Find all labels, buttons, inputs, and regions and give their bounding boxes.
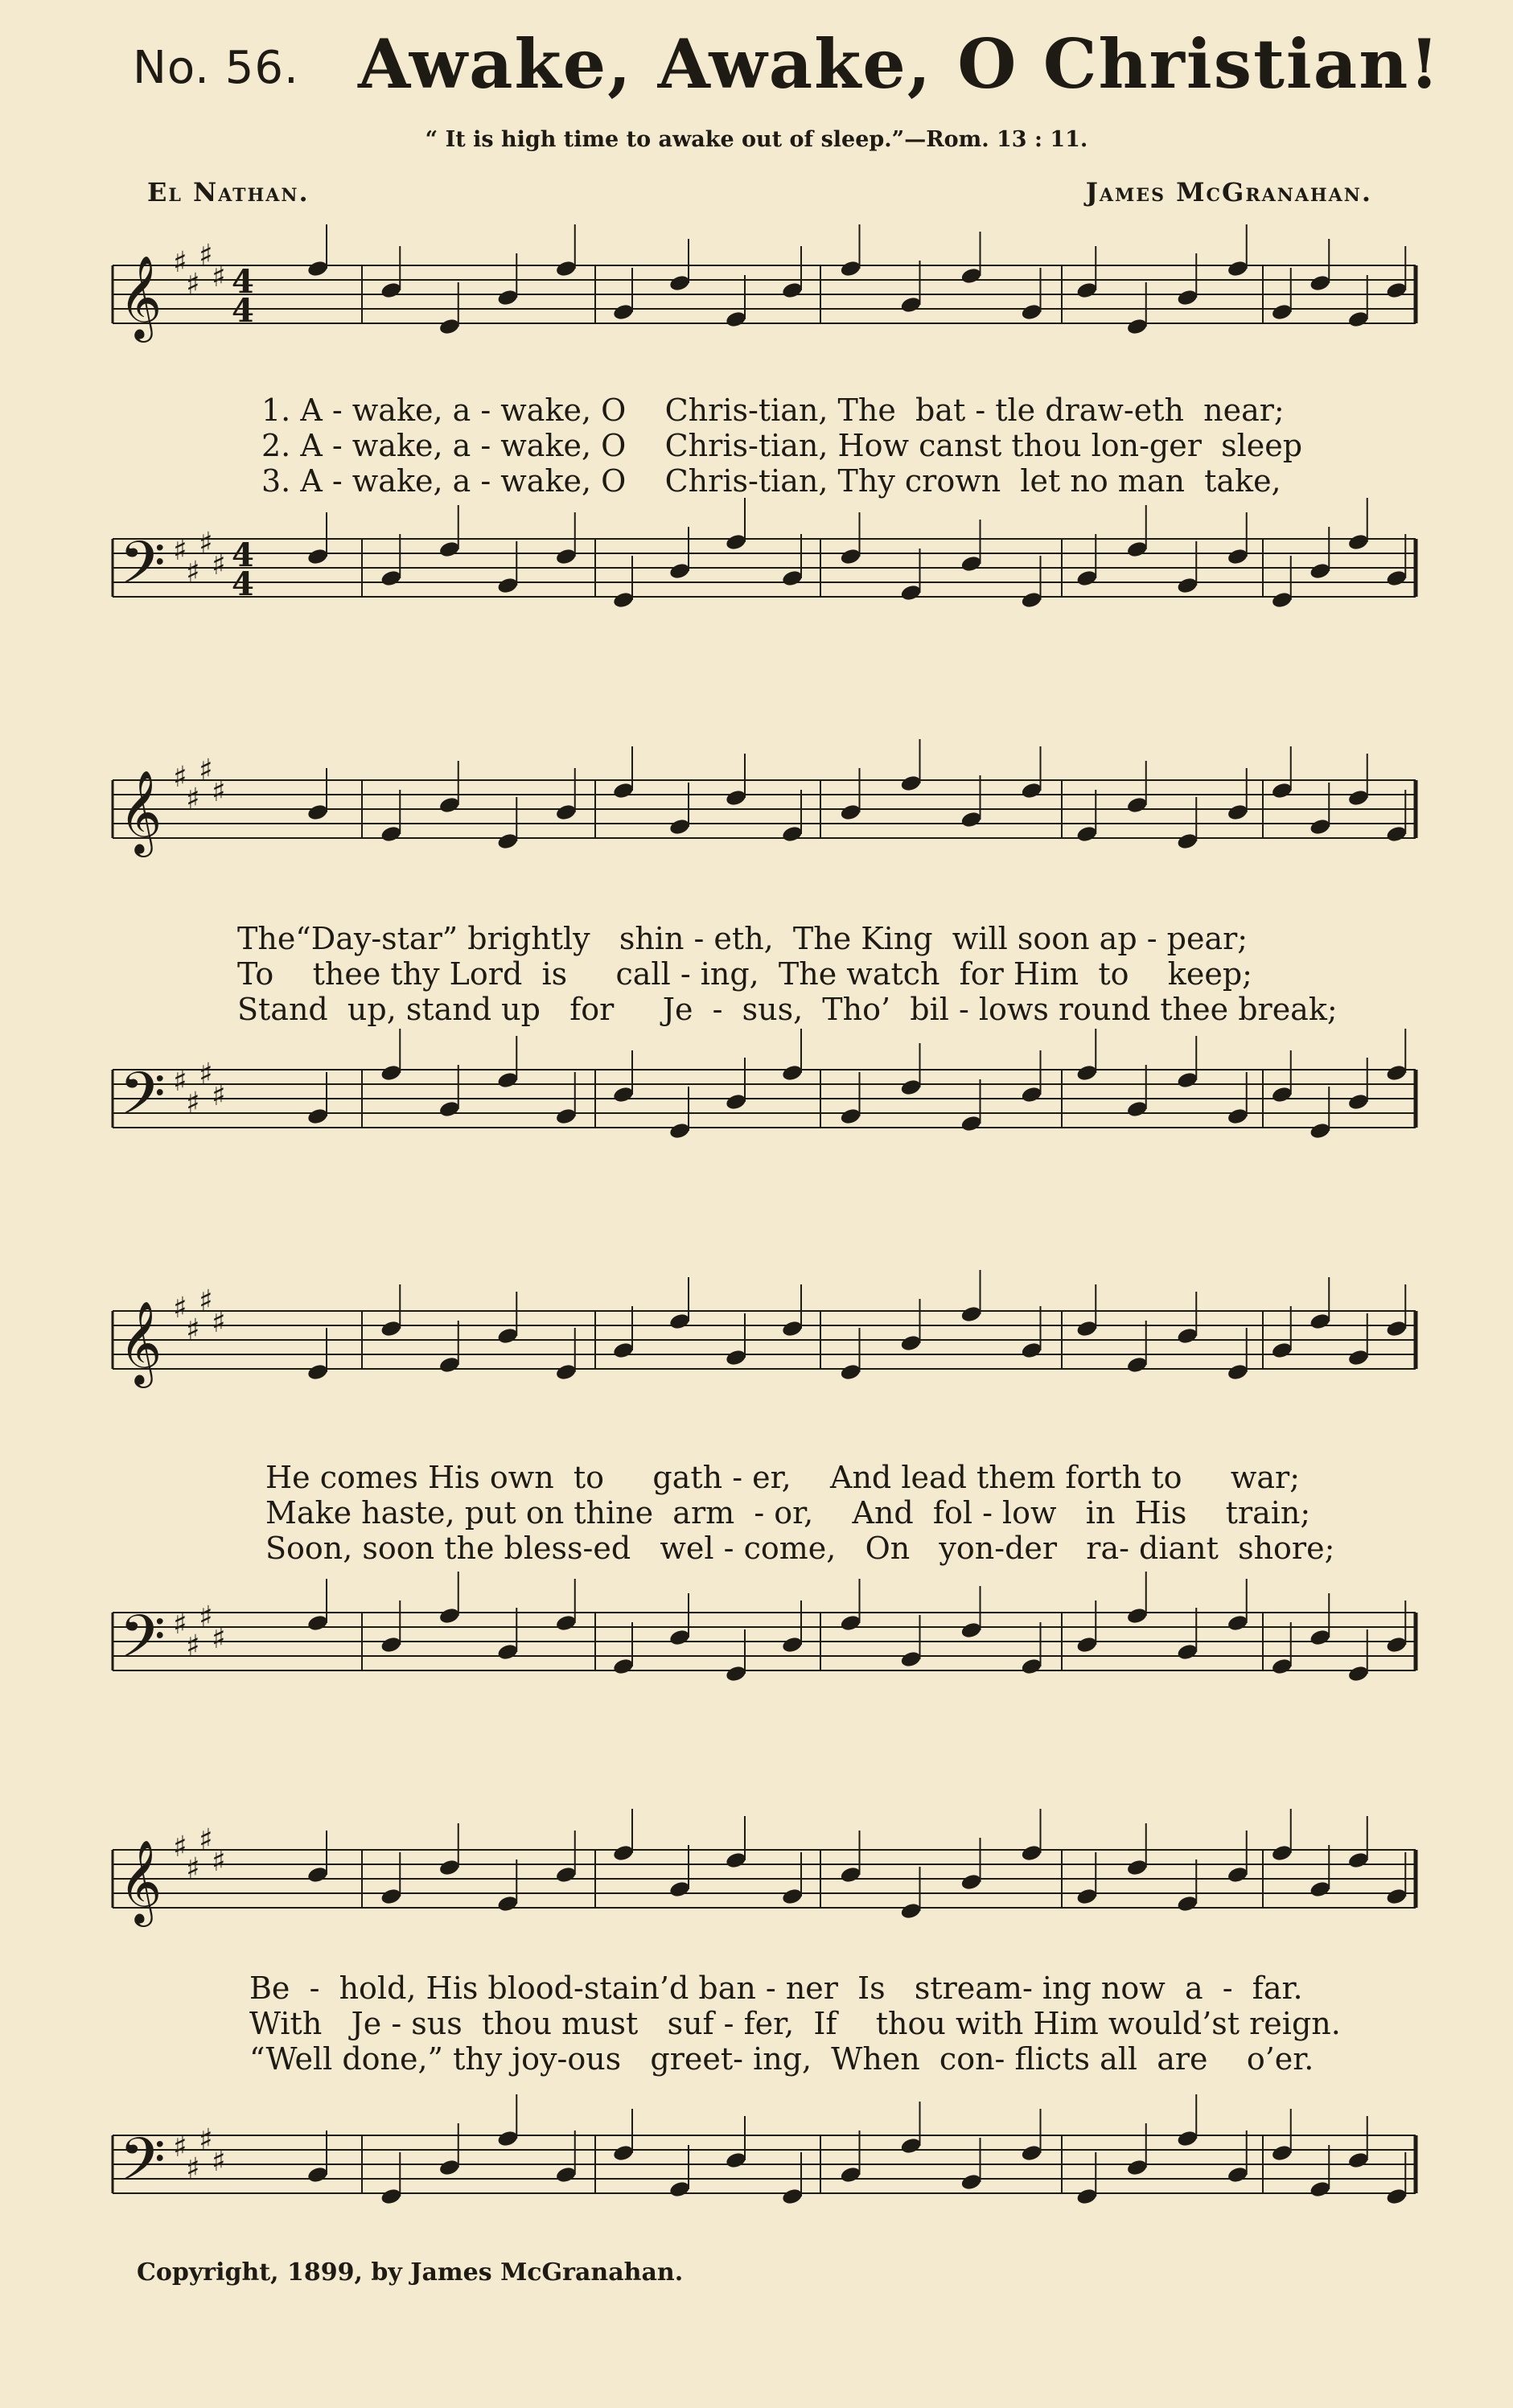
sharp-icon: ♯ (173, 761, 187, 794)
sharp-icon: ♯ (212, 1845, 226, 1878)
note-head (1126, 1355, 1149, 1374)
note-head (839, 1107, 861, 1125)
note-head (380, 1887, 402, 1905)
note-head (1227, 259, 1249, 277)
note-head (899, 295, 922, 314)
lyric-verse-3: 3. A - wake, a - wake, O Chris-tian, Thy crown let no man take, (261, 463, 1281, 499)
note-head (1271, 1341, 1293, 1359)
sharp-icon: ♯ (173, 1608, 187, 1641)
note-head (380, 1319, 402, 1338)
note-head (306, 259, 329, 277)
lyric-verse-3: Stand up, stand up for Je - sus, Tho’ bil - lows round thee break; (237, 992, 1338, 1027)
note-head (1347, 2151, 1370, 2169)
note-head (496, 832, 519, 850)
bass-staff (97, 1038, 1424, 1166)
lyric-verse-1: He comes His own to gath - er, And lead them forth to war; (265, 1460, 1301, 1495)
note-head (1075, 824, 1098, 843)
sharp-icon: ♯ (173, 1831, 187, 1864)
sharp-icon: ♯ (173, 246, 187, 279)
note-head (781, 1063, 804, 1082)
note-head (555, 1362, 578, 1381)
lyric-verse-1: 1. A - wake, a - wake, O Chris-tian, The bat - tle draw-eth near; (261, 392, 1285, 428)
note-head (1075, 281, 1098, 299)
note-head (1020, 781, 1042, 799)
note-head (438, 795, 461, 814)
note-head (612, 1341, 635, 1359)
note-head (1075, 1887, 1098, 1905)
note-head (1271, 1085, 1293, 1103)
note-head (555, 1613, 578, 1632)
lyric-verse-2: To thee thy Lord is call - ing, The watch for Him to keep; (237, 956, 1252, 992)
note-head (1385, 1887, 1408, 1905)
note-head (899, 1901, 922, 1920)
bass-clef-icon: 𝄢 (119, 2125, 166, 2209)
note-head (899, 583, 922, 602)
sharp-icon: ♯ (186, 556, 200, 589)
note-head (781, 1635, 804, 1654)
note-head (1385, 1635, 1408, 1654)
treble-clef-icon: 𝄞 (119, 255, 162, 339)
note-head (899, 1333, 922, 1352)
note-head (555, 1107, 578, 1125)
note-head (960, 810, 982, 828)
note-head (438, 1858, 461, 1876)
sharp-icon: ♯ (173, 1292, 187, 1325)
sharp-icon: ♯ (173, 534, 187, 567)
bass-clef-icon: 𝄢 (119, 528, 166, 613)
note-head (960, 1621, 982, 1639)
note-head (612, 781, 635, 799)
note-head (1126, 317, 1149, 335)
note-head (555, 803, 578, 821)
note-head (1309, 273, 1331, 292)
note-head (1385, 824, 1408, 843)
note-head (781, 281, 804, 299)
note-head (1227, 1107, 1249, 1125)
note-head (1347, 1664, 1370, 1683)
treble-staff (97, 1818, 1424, 1946)
note-head (1020, 1843, 1042, 1862)
music-system-3 (97, 1279, 1424, 1729)
note-head (668, 561, 691, 580)
note-head (960, 1872, 982, 1891)
note-head (306, 547, 329, 565)
note-head (380, 569, 402, 587)
note-head (839, 803, 861, 821)
time-sig-bottom: 4 (232, 565, 254, 603)
hymn-number: No. 56. (133, 42, 299, 94)
author-credit: El Nathan. (147, 177, 310, 208)
bass-clef-icon: 𝄢 (119, 1602, 166, 1687)
composer-credit: James McGranahan. (1085, 177, 1372, 208)
note-head (1020, 590, 1042, 609)
note-head (1176, 1894, 1198, 1913)
note-head (306, 2165, 329, 2184)
note-head (496, 288, 519, 306)
note-head (1347, 1348, 1370, 1366)
note-head (496, 576, 519, 594)
treble-staff (97, 233, 1424, 362)
bass-staff (97, 507, 1424, 635)
copyright-notice: Copyright, 1899, by James McGranahan. (137, 2258, 684, 2287)
note-head (839, 1362, 861, 1381)
note-head (1227, 2165, 1249, 2184)
note-head (725, 1851, 747, 1869)
note-head (725, 1092, 747, 1111)
note-head (1126, 795, 1149, 814)
note-head (839, 547, 861, 565)
time-sig-top: 4 (232, 536, 254, 574)
sharp-icon: ♯ (199, 2123, 213, 2156)
sharp-icon: ♯ (186, 1087, 200, 1120)
sharp-icon: ♯ (212, 2145, 226, 2178)
note-head (1075, 2187, 1098, 2205)
note-head (1271, 590, 1293, 609)
note-head (496, 1642, 519, 1661)
sharp-icon: ♯ (199, 1601, 213, 1633)
note-head (839, 2165, 861, 2184)
note-head (668, 1880, 691, 1898)
note-head (555, 2165, 578, 2184)
note-head (1385, 569, 1408, 587)
treble-staff (97, 1279, 1424, 1407)
note-head (668, 273, 691, 292)
note-head (960, 266, 982, 285)
sharp-icon: ♯ (186, 268, 200, 301)
note-head (725, 2151, 747, 2169)
note-head (1309, 1880, 1331, 1898)
note-head (612, 1657, 635, 1675)
note-head (668, 1121, 691, 1140)
note-head (1176, 288, 1198, 306)
note-head (1020, 2143, 1042, 2162)
note-head (612, 590, 635, 609)
note-head (555, 1865, 578, 1884)
note-head (725, 1664, 747, 1683)
note-head (380, 824, 402, 843)
note-head (1075, 1635, 1098, 1654)
note-head (1176, 2129, 1198, 2147)
note-head (960, 1305, 982, 1323)
note-head (306, 1107, 329, 1125)
note-head (1271, 2143, 1293, 2162)
note-head (1020, 1341, 1042, 1359)
note-head (438, 1099, 461, 1118)
lyric-verse-3: “Well done,” thy joy-ous greet- ing, When con- flicts all are o’er. (249, 2041, 1314, 2077)
sharp-icon: ♯ (186, 2152, 200, 2185)
sharp-icon: ♯ (186, 1852, 200, 1885)
note-head (1020, 302, 1042, 321)
note-head (1126, 1099, 1149, 1118)
note-head (612, 1085, 635, 1103)
sharp-icon: ♯ (186, 1313, 200, 1346)
note-head (1271, 302, 1293, 321)
sharp-icon: ♯ (212, 1622, 226, 1655)
note-head (668, 1312, 691, 1330)
note-head (1347, 788, 1370, 807)
note-head (496, 1894, 519, 1913)
note-head (438, 540, 461, 558)
bass-staff (97, 2103, 1424, 2232)
note-head (725, 310, 747, 328)
note-head (438, 317, 461, 335)
music-system-1 (97, 233, 1424, 684)
note-head (1126, 2158, 1149, 2176)
lyric-verse-2: With Je - sus thou must suf - fer, If thou with Him would’st reign. (249, 2006, 1341, 2041)
note-head (380, 1063, 402, 1082)
treble-staff (97, 748, 1424, 877)
note-head (612, 2143, 635, 2162)
note-head (306, 1865, 329, 1884)
treble-clef-icon: 𝄞 (119, 770, 162, 854)
note-head (1176, 576, 1198, 594)
treble-clef-icon: 𝄞 (119, 1839, 162, 1924)
sharp-icon: ♯ (186, 1629, 200, 1662)
sharp-icon: ♯ (199, 754, 213, 787)
note-head (725, 532, 747, 551)
sharp-icon: ♯ (212, 775, 226, 808)
note-head (1075, 1063, 1098, 1082)
sharp-icon: ♯ (212, 1079, 226, 1112)
note-head (306, 803, 329, 821)
sharp-icon: ♯ (199, 239, 213, 272)
note-head (1126, 1858, 1149, 1876)
note-head (1385, 1063, 1408, 1082)
note-head (1176, 832, 1198, 850)
music-system-2 (97, 748, 1424, 1198)
note-head (1227, 547, 1249, 565)
lyric-verse-2: 2. A - wake, a - wake, O Chris-tian, How canst thou lon-ger sleep (261, 428, 1303, 463)
note-head (1227, 1362, 1249, 1381)
note-head (1385, 1319, 1408, 1338)
note-head (306, 1362, 329, 1381)
note-head (1271, 781, 1293, 799)
note-head (1126, 1606, 1149, 1625)
note-head (306, 1613, 329, 1632)
note-head (438, 1606, 461, 1625)
note-head (781, 569, 804, 587)
note-head (438, 1355, 461, 1374)
note-head (839, 1613, 861, 1632)
note-head (1309, 817, 1331, 836)
note-head (380, 1635, 402, 1654)
note-head (781, 824, 804, 843)
note-head (1309, 1628, 1331, 1646)
note-head (781, 1319, 804, 1338)
note-head (1227, 803, 1249, 821)
hymn-title: Awake, Awake, O Christian! (358, 24, 1441, 104)
note-head (1347, 310, 1370, 328)
note-head (380, 2187, 402, 2205)
note-head (1126, 540, 1149, 558)
note-head (1176, 1326, 1198, 1345)
note-head (725, 788, 747, 807)
lyric-verse-1: The“Day-star” brightly shin - eth, The King will soon ap - pear; (237, 921, 1248, 956)
note-head (1176, 1070, 1198, 1089)
sharp-icon: ♯ (212, 261, 226, 294)
note-head (1075, 569, 1098, 587)
note-head (1309, 2180, 1331, 2198)
bass-clef-icon: 𝄢 (119, 1059, 166, 1144)
lyric-verse-2: Make haste, put on thine arm - or, And fol - low in His train; (265, 1495, 1311, 1531)
note-head (496, 1070, 519, 1089)
sharp-icon: ♯ (199, 527, 213, 560)
note-head (725, 1348, 747, 1366)
note-head (1271, 1843, 1293, 1862)
note-head (960, 554, 982, 573)
note-head (899, 1078, 922, 1096)
note-head (839, 259, 861, 277)
lyric-verse-1: Be - hold, His blood-stain’d ban - ner Is stream- ing now a - far. (249, 1970, 1303, 2006)
music-system-4 (97, 1818, 1424, 2236)
note-head (899, 2136, 922, 2155)
sharp-icon: ♯ (199, 1058, 213, 1091)
note-head (1176, 1642, 1198, 1661)
note-head (899, 774, 922, 792)
note-head (960, 2172, 982, 2191)
note-head (1271, 1657, 1293, 1675)
note-head (1227, 1613, 1249, 1632)
sharp-icon: ♯ (212, 549, 226, 581)
scripture-quote: “ It is high time to awake out of sleep.”—Rom. 13 : 11. (425, 127, 1088, 152)
note-head (668, 2180, 691, 2198)
note-head (1347, 1092, 1370, 1111)
treble-clef-icon: 𝄞 (119, 1301, 162, 1385)
note-head (1347, 1851, 1370, 1869)
note-head (960, 1114, 982, 1132)
note-head (839, 1865, 861, 1884)
lyric-verse-3: Soon, soon the bless-ed wel - come, On yon-der ra- diant shore; (265, 1531, 1335, 1566)
sharp-icon: ♯ (212, 1306, 226, 1339)
sharp-icon: ♯ (199, 1284, 213, 1317)
note-head (612, 1843, 635, 1862)
note-head (899, 1650, 922, 1668)
note-head (1385, 281, 1408, 299)
note-head (1020, 1085, 1042, 1103)
note-head (496, 2129, 519, 2147)
note-head (781, 2187, 804, 2205)
note-head (496, 1326, 519, 1345)
note-head (1075, 1319, 1098, 1338)
note-head (668, 817, 691, 836)
note-head (781, 1887, 804, 1905)
note-head (1385, 2187, 1408, 2205)
note-head (1309, 1121, 1331, 1140)
note-head (438, 2158, 461, 2176)
note-head (1227, 1865, 1249, 1884)
sharp-icon: ♯ (173, 2131, 187, 2164)
note-head (1020, 1657, 1042, 1675)
time-sig-top: 4 (232, 263, 254, 301)
note-head (668, 1628, 691, 1646)
note-head (1309, 1312, 1331, 1330)
note-head (380, 281, 402, 299)
sharp-icon: ♯ (186, 783, 200, 816)
note-head (555, 259, 578, 277)
note-head (1309, 561, 1331, 580)
bass-staff (97, 1580, 1424, 1709)
sharp-icon: ♯ (173, 1065, 187, 1098)
sharp-icon: ♯ (199, 1823, 213, 1856)
note-head (555, 547, 578, 565)
time-sig-bottom: 4 (232, 292, 254, 330)
note-head (612, 302, 635, 321)
note-head (1347, 532, 1370, 551)
